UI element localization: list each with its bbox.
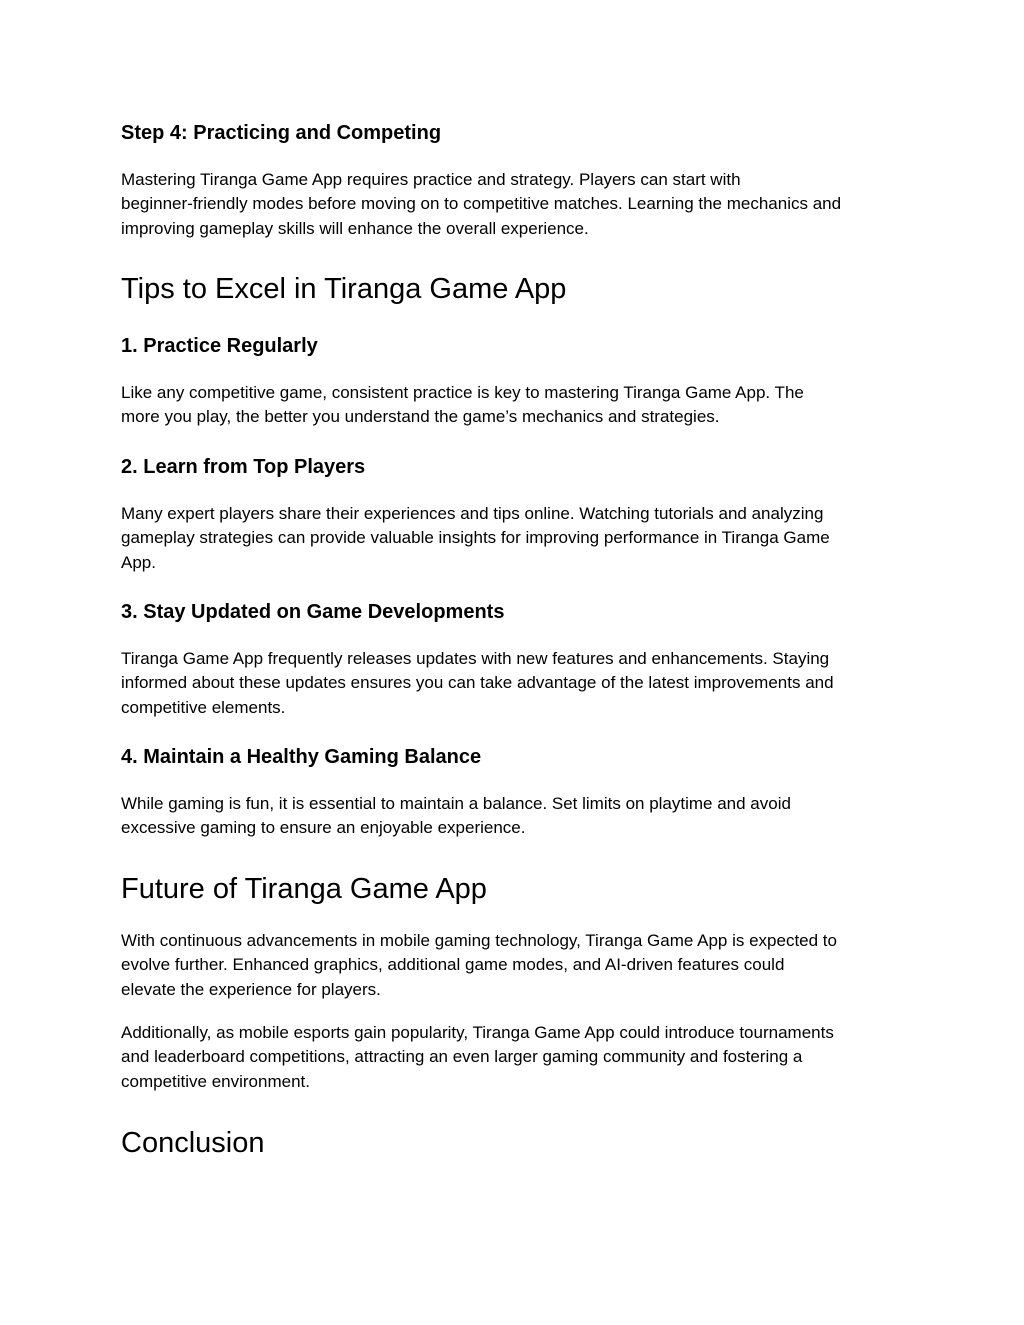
tip1-heading: 1. Practice Regularly <box>121 335 318 357</box>
text-line: and leaderboard competitions, attracting an even larger gaming community and fostering a <box>121 1047 803 1067</box>
text-line: beginner-friendly modes before moving on to competitive matches. Learning the mechanics and <box>121 194 842 214</box>
future-heading: Future of Tiranga Game App <box>121 873 487 905</box>
tip3-paragraph <box>121 647 911 720</box>
tip4-heading: 4. Maintain a Healthy Gaming Balance <box>121 746 482 768</box>
text-line: Tiranga Game App frequently releases updates with new features and enhancements. Staying <box>121 649 830 668</box>
tip2-heading: 2. Learn from Top Players <box>121 456 366 478</box>
tip1-paragraph <box>121 381 911 430</box>
text-line: With continuous advancements in mobile gaming technology, Tiranga Game App is expected to <box>121 931 837 950</box>
tips-heading: Tips to Excel in Tiranga Game App <box>121 273 567 305</box>
text-line: excessive gaming to ensure an enjoyable experience. <box>121 818 526 838</box>
text-line: While gaming is fun, it is essential to maintain a balance. Set limits on playtime and avoid <box>121 794 791 813</box>
text-line: improving gameplay skills will enhance the overall experience. <box>121 218 589 238</box>
text-line: Additionally, as mobile esports gain popularity, Tiranga Game App could introduce tournaments <box>121 1023 834 1042</box>
text-line: gameplay strategies can provide valuable insights for improving performance in Tiranga Game <box>121 528 830 548</box>
conclusion-heading: Conclusion <box>121 1127 265 1159</box>
text-line: evolve further. Enhanced graphics, additional game modes, and AI-driven features could <box>121 955 785 975</box>
text-line: competitive environment. <box>121 1071 310 1091</box>
tip4-paragraph <box>121 792 911 841</box>
text-line: Like any competitive game, consistent practice is key to mastering Tiranga Game App. The <box>121 383 804 402</box>
step4-heading: Step 4: Practicing and Competing <box>121 122 442 144</box>
tip2-paragraph <box>121 502 911 575</box>
text-line: competitive elements. <box>121 697 286 717</box>
future-paragraph-2 <box>121 1021 911 1094</box>
text-line: App. <box>121 552 156 572</box>
text-line: elevate the experience for players. <box>121 979 381 999</box>
text-line: more you play, the better you understand the game’s mechanics and strategies. <box>121 407 720 427</box>
future-paragraph-1 <box>121 929 911 1002</box>
text-line: Many expert players share their experiences and tips online. Watching tutorials and analyzing <box>121 504 824 523</box>
text-line: informed about these updates ensures you can take advantage of the latest improvements and <box>121 673 834 693</box>
step4-paragraph <box>121 168 911 241</box>
tip3-heading: 3. Stay Updated on Game Developments <box>121 601 505 623</box>
text-line: Mastering Tiranga Game App requires practice and strategy. Players can start with <box>121 170 741 189</box>
